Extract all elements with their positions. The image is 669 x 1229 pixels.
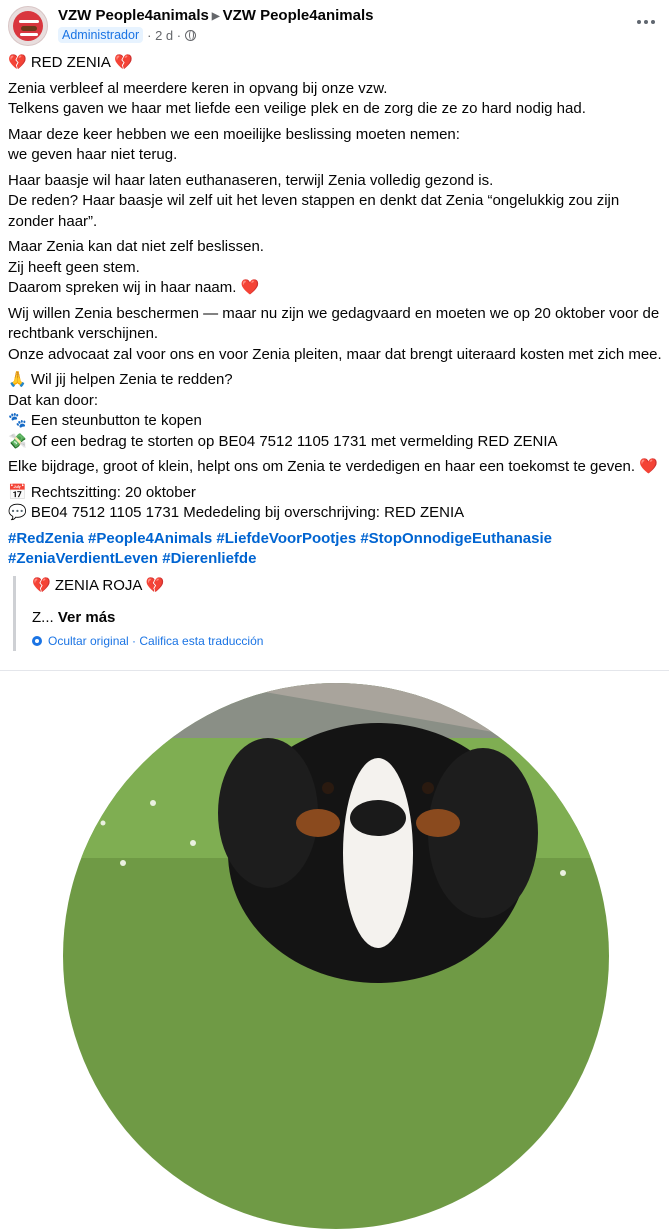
post-paragraphs <box>8 53 664 524</box>
post-paragraph <box>8 483 664 524</box>
post-time[interactable]: · 2 d · <box>147 27 182 43</box>
paragraph-line: we geven haar niet terug. <box>8 146 178 163</box>
paragraph-line: 🙏 Wil jij helpen Zenia te redden? <box>8 371 233 388</box>
hashtag-line[interactable]: #RedZenia #People4Animals #LiefdeVoorPootjes #StopOnnodigeEuthanasie <box>8 529 553 547</box>
post-paragraph <box>8 125 664 166</box>
role-badge: Administrador <box>58 27 143 43</box>
paragraph-line: Maar deze keer hebben we een moeilijke beslissing moeten nemen: <box>8 125 460 143</box>
target-name-link[interactable]: VZW People4animals <box>222 7 374 24</box>
paragraph-line: Dat kan door: <box>8 391 99 409</box>
page-name-link[interactable]: VZW People4animals <box>58 7 209 24</box>
paragraph-line: 📅 Rechtszitting: 20 oktober <box>8 483 196 501</box>
see-more-link[interactable]: Ver más <box>57 609 116 626</box>
hashtags[interactable] <box>8 529 664 570</box>
paragraph-line: Haar baasje wil haar laten euthanaseren, terwijl Zenia volledig gezond is. <box>8 171 494 189</box>
post-paragraph <box>8 304 664 366</box>
paragraph-line: De reden? Haar baasje wil zelf uit het leven stappen en denkt dat Zenia “ongelukkig zou zijn zonder haar”. <box>8 192 620 230</box>
dog-photo <box>63 683 609 1229</box>
post-paragraph <box>8 457 664 478</box>
hashtag-line[interactable]: #ZeniaVerdientLeven #Dierenliefde <box>8 550 257 567</box>
divider <box>0 670 669 671</box>
globe-icon[interactable] <box>185 30 196 41</box>
post-paragraph <box>8 79 664 120</box>
translation-preview-text: Z... <box>32 609 54 626</box>
post-photo[interactable] <box>63 683 609 1229</box>
translation-controls <box>32 631 664 652</box>
paragraph-line: Maar Zenia kan dat niet zelf beslissen. <box>8 238 264 255</box>
translation-preview <box>32 608 664 629</box>
paragraph-line: 💬 BE04 7512 1105 1731 Mededeling bij overschrijving: RED ZENIA <box>8 504 465 521</box>
post-paragraph <box>8 171 664 233</box>
page-avatar[interactable] <box>8 6 48 46</box>
paragraph-line: 💸 Of een bedrag te storten op BE04 7512 1105 1731 met vermelding RED ZENIA <box>8 432 558 450</box>
post-header <box>8 6 669 50</box>
post-meta <box>58 27 196 43</box>
rate-translation-link[interactable]: · Califica esta traducción <box>132 633 264 648</box>
translation-block <box>13 576 664 652</box>
post-title <box>58 7 373 24</box>
paragraph-line: Zenia verbleef al meerdere keren in opvang bij onze vzw. <box>8 79 388 97</box>
more-options-icon[interactable] <box>637 20 655 24</box>
post-body <box>8 53 664 651</box>
paragraph-line: Daarom spreken wij in haar naam. ❤️ <box>8 279 260 296</box>
paragraph-line: Onze advocaat zal voor ons en voor Zenia pleiten, maar dat brengt uiteraard kosten met zich mee. <box>8 345 662 363</box>
avatar-logo <box>13 11 43 41</box>
paragraph-line: Elke bijdrage, groot of klein, helpt ons om Zenia te verdedigen en haar een toekomst te geven. ❤️ <box>8 458 658 475</box>
hide-original-link[interactable]: Ocultar original <box>48 633 129 648</box>
post-paragraph <box>8 237 664 299</box>
post-paragraph <box>8 53 664 74</box>
paragraph-line: Zij heeft geen stem. <box>8 258 140 276</box>
paragraph-line: Wij willen Zenia beschermen — maar nu zijn we gedagvaard en moeten we op 20 oktober voor de rechtbank verschijnen. <box>8 304 660 342</box>
post-paragraph <box>8 370 664 452</box>
paragraph-line: 🐾 Een steunbutton te kopen <box>8 412 202 429</box>
translate-gear-icon[interactable] <box>32 636 42 646</box>
paragraph-line: Telkens gaven we haar met liefde een veilige plek en de zorg die ze zo hard nodig had. <box>8 100 586 117</box>
paragraph-line: 💔 RED ZENIA 💔 <box>8 54 133 71</box>
translation-title: 💔 ZENIA ROJA 💔 <box>32 576 165 594</box>
arrow-right-icon: ▶ <box>211 11 220 22</box>
